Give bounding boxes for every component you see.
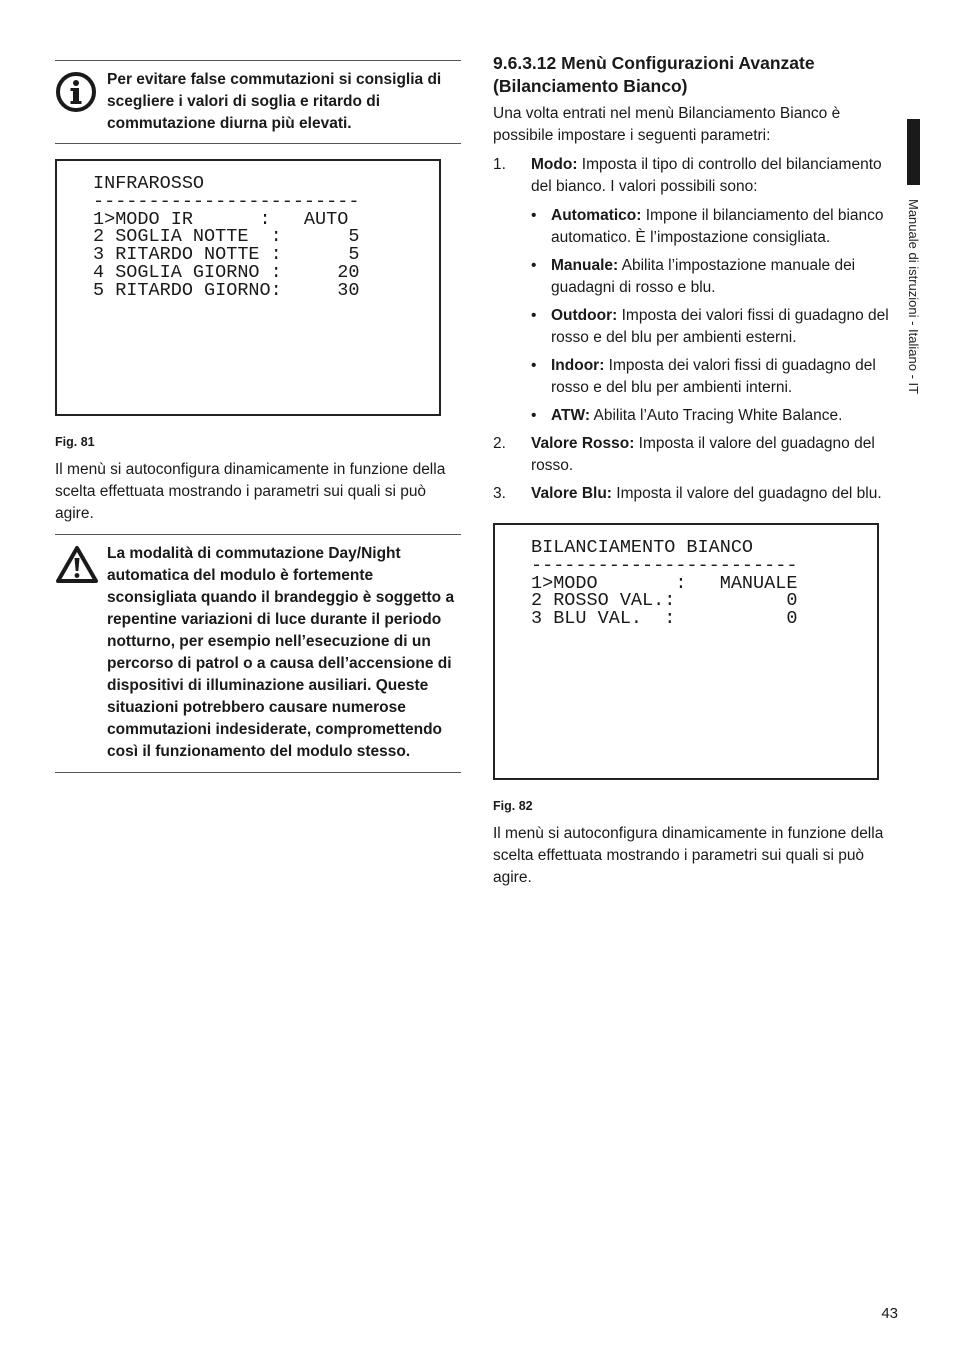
osd-menu-infrarosso xyxy=(55,159,441,416)
left-column xyxy=(55,60,461,773)
menu-title: INFRAROSSO xyxy=(93,173,205,194)
parameter-list xyxy=(493,154,898,505)
menu-line: 1>MODO : MANUALE xyxy=(531,572,798,594)
figure-caption: Fig. 81 xyxy=(55,435,95,449)
info-icon xyxy=(55,69,107,135)
menu-line: 2 ROSSO VAL.: 0 xyxy=(531,590,798,612)
warning-icon xyxy=(55,543,107,763)
menu-separator: ------------------------ xyxy=(93,190,360,212)
list-item: • Outdoor: Imposta dei valori fissi di guadagno del rosso e del blu per ambienti esterni. xyxy=(531,307,889,346)
menu-line: 5 RITARDO GIORNO: 30 xyxy=(93,279,360,301)
section-heading: 9.6.3.12 Menù Configurazioni Avanzate (Bilanciamento Bianco) xyxy=(493,53,815,96)
page-number: 43 xyxy=(881,1305,898,1322)
warning-notice xyxy=(55,534,461,773)
paragraph: Il menù si autoconfigura dinamicamente in funzione della scelta effettuata mostrando i parametri sui quali si può agire. xyxy=(55,461,446,522)
warning-notice-text: La modalità di commutazione Day/Night automatica del modulo è fortemente sconsigliata quando il brandeggio è soggetto a repentine variazioni di luce durante il periodo notturno, per esempio nell’esecuzione di un percorso di patrol o a causa dell’accensione di dispositivi di illuminazione ausiliari. Queste situazioni potrebbero causare numerose commutazioni indesiderate, compromettendo così il funzionamento del modulo stesso. xyxy=(107,545,455,760)
list-item: 2. Valore Rosso: Imposta il valore del guadagno del rosso. xyxy=(493,435,875,474)
menu-line: 4 SOGLIA GIORNO : 20 xyxy=(93,261,360,283)
side-tab-marker xyxy=(907,119,920,185)
intro-paragraph: Una volta entrati nel menù Bilanciamento Bianco è possibile impostare i seguenti parametri: xyxy=(493,105,841,144)
menu-line: 3 BLU VAL. : 0 xyxy=(531,608,798,630)
list-item: • ATW: Abilita l’Auto Tracing White Balance. xyxy=(531,407,843,424)
menu-line: 2 SOGLIA NOTTE : 5 xyxy=(93,226,360,248)
osd-menu-bilanciamento xyxy=(493,523,879,780)
right-column xyxy=(493,52,898,889)
menu-line: 3 RITARDO NOTTE : 5 xyxy=(93,244,360,266)
menu-separator: ------------------------ xyxy=(531,554,798,576)
info-notice-text: Per evitare false commutazioni si consiglia di scegliere i valori di soglia e ritardo di commutazione diurna più elevati. xyxy=(107,71,442,132)
list-item: • Indoor: Imposta dei valori fissi di guadagno del rosso e del blu per ambienti interni. xyxy=(531,357,876,396)
menu-title: BILANCIAMENTO BIANCO xyxy=(531,537,754,558)
figure-caption: Fig. 82 xyxy=(493,799,533,813)
menu-line: 1>MODO IR : AUTO xyxy=(93,208,349,230)
list-item: 1. Modo: Imposta il tipo di controllo del bilanciamento del bianco. I valori possibili sono: • Automatico: Impone il bilanciamento del bianco automatico. È l’impostazione consigliata. • Manuale: Abilita l’impostazione manuale dei guadagni di rosso e blu. • Outdoor: Imposta dei valori fissi di guadagno del rosso e del blu per ambienti esterni. • Indoor: Imposta dei valori fissi di guadagno del rosso e del blu per ambienti interni. • ATW: Abilita l’Auto Tracing White Balance. xyxy=(493,154,898,427)
paragraph: Il menù si autoconfigura dinamicamente in funzione della scelta effettuata mostrando i parametri sui quali si può agire. xyxy=(493,825,884,886)
list-item: • Manuale: Abilita l’impostazione manuale dei guadagni di rosso e blu. xyxy=(531,257,856,296)
mode-options xyxy=(531,205,898,427)
list-item: • Automatico: Impone il bilanciamento del bianco automatico. È l’impostazione consigliata. xyxy=(531,207,884,246)
side-label: Manuale di istruzioni - Italiano - IT xyxy=(906,199,921,395)
info-notice xyxy=(55,60,461,144)
list-item: 3. Valore Blu: Imposta il valore del guadagno del blu. xyxy=(493,485,882,502)
